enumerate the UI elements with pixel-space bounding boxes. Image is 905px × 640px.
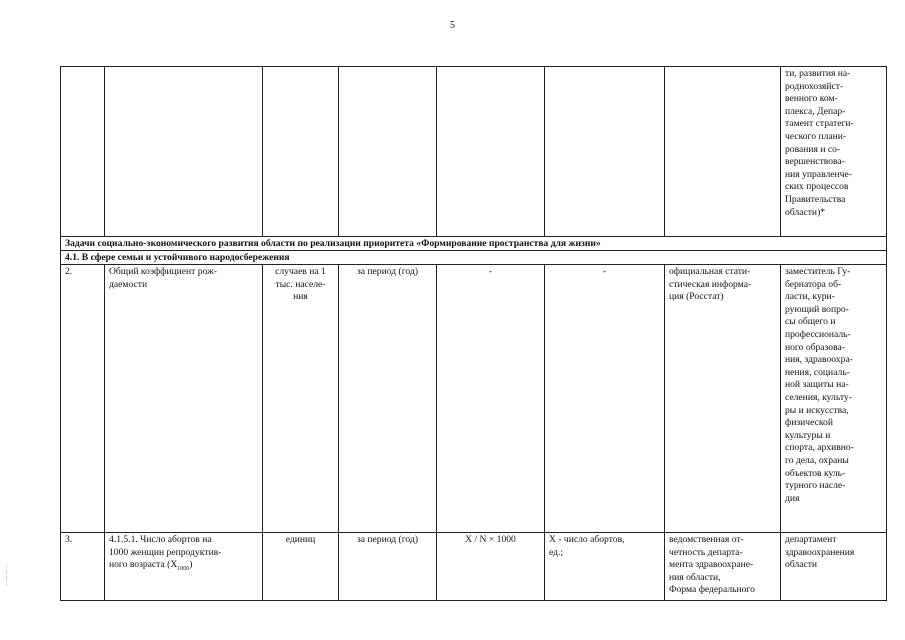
indicator-text-end: )	[189, 559, 193, 571]
responsible: заместитель Гу- бернатора об- ласти, кури- рующий вопро- сы общего и профессиональ- ного образова- ния, здравоохра- нения, социаль- ной защиты на- селения, культу- ры и искусства, физической культуры и спорта, архивно- го дела, охраны объектов куль- турного насле- дия	[781, 265, 887, 533]
table-row	[61, 67, 887, 237]
section-heading: 4.1. В сфере семьи и устойчивого народосбережения	[61, 251, 887, 265]
cell-indicator	[105, 67, 263, 237]
cell-responsible: ти, развития на- роднохозяйст- венного ком- плекса, Депар- тамент стратеги- ческого плани- рования и со- вершенствова- ния управленче- ских процессов Правительства области)*	[781, 67, 887, 237]
tasks-heading: Задачи социально-экономического развития области по реализации приоритета «Формирование пространства для жизни»	[61, 237, 887, 251]
row-number: 2.	[61, 265, 105, 533]
cell-source	[665, 67, 781, 237]
data-source: официальная стати- стическая информа- ция (Росстат)	[665, 265, 781, 533]
formula: -	[437, 265, 545, 533]
cell-formula	[437, 67, 545, 237]
period: за период (год)	[339, 265, 437, 533]
section-heading-row	[61, 251, 887, 265]
table-row	[61, 265, 887, 533]
variables: -	[545, 265, 665, 533]
tasks-heading-row	[61, 237, 887, 251]
page-number: 5	[450, 20, 455, 31]
data-source: ведомственная от- четность департа- мента здравоохране- ния области, Форма федерального	[665, 533, 781, 601]
indicator-name: Общий коэффициент рож- даемости	[105, 265, 263, 533]
indicator-name	[105, 533, 263, 601]
responsible: департамент здравоохранения области	[781, 533, 887, 601]
margin-scan-mark: ¦ ¦ ¦	[6, 564, 8, 586]
unit-of-measure: случаев на 1 тыс. населе- ния	[263, 265, 339, 533]
unit-of-measure: единиц	[263, 533, 339, 601]
indicator-subscript: 1000	[177, 566, 190, 573]
variables: X - число абортов, ед.;	[545, 533, 665, 601]
indicator-text: 4.1.5.1. Число абортов на 1000 женщин репродуктив- ного возраста (X	[109, 534, 222, 571]
period: за период (год)	[339, 533, 437, 601]
cell-unit	[263, 67, 339, 237]
row-number: 3.	[61, 533, 105, 601]
formula: X / N × 1000	[437, 533, 545, 601]
cell-period	[339, 67, 437, 237]
indicators-table	[60, 66, 887, 601]
table-row	[61, 533, 887, 601]
cell-num	[61, 67, 105, 237]
cell-variables	[545, 67, 665, 237]
